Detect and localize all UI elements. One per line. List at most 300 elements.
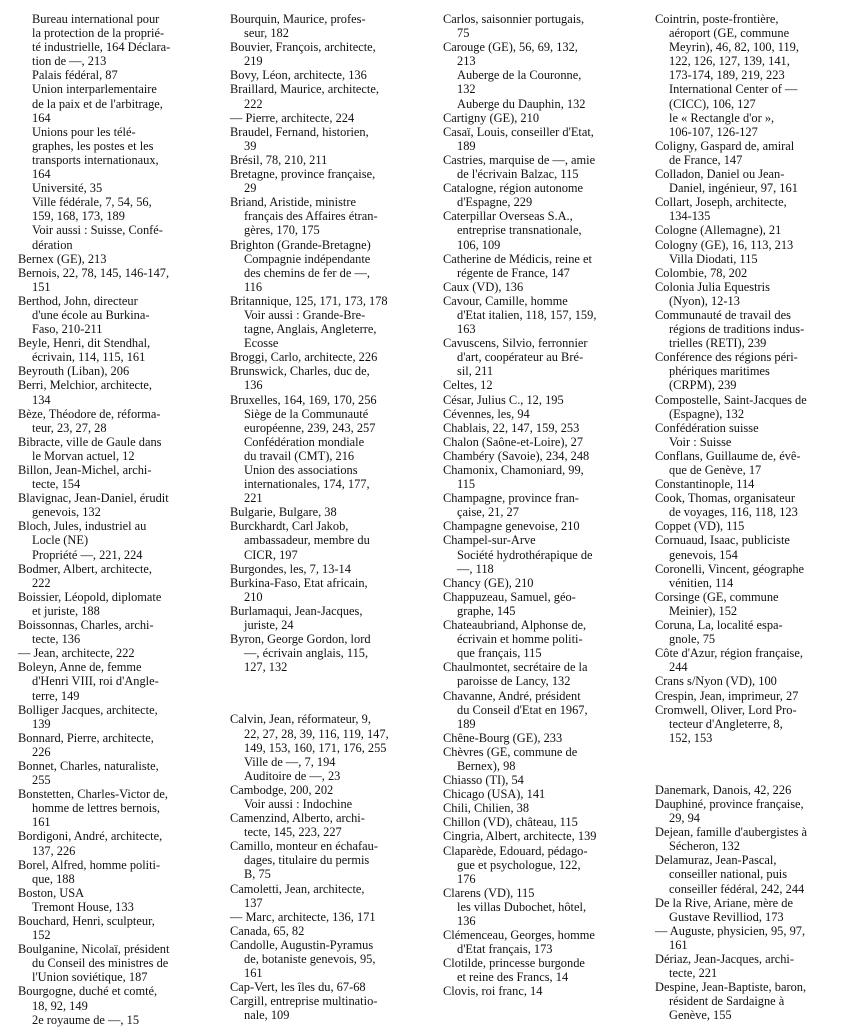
index-entry: [18, 787, 230, 829]
index-entry: [230, 632, 443, 674]
index-entry-line: Voir aussi : Grande-Bre-: [244, 307, 366, 322]
index-entry-line: seur, 182: [244, 26, 289, 41]
index-entry: [655, 491, 860, 519]
index-entry-line: résident de Sardaigne à: [669, 994, 785, 1009]
index-entry-line: 226: [32, 744, 51, 759]
index-entry-line: les villas Dubochet, hôtel,: [457, 899, 587, 914]
index-entry-line: (Espagne), 132: [669, 406, 745, 421]
index-entry-line: César, Julius C., 12, 195: [443, 392, 564, 407]
index-entry: [655, 223, 860, 237]
index-entry: [230, 463, 443, 505]
index-entry-line: Bouchard, Henri, sculpteur,: [18, 914, 155, 928]
index-entry-line: 176: [457, 871, 476, 886]
index-entry-line: Coligny, Gaspard de, amiral: [655, 138, 795, 153]
index-entry-line: juriste, 24: [244, 618, 294, 633]
index-entry: [443, 590, 655, 618]
index-entry-line: Bonstetten, Charles-Victor de,: [18, 787, 168, 802]
index-entry-line: 134: [32, 392, 51, 407]
index-entry-line: Champagne, province fran-: [443, 491, 579, 506]
index-entry: [230, 195, 443, 237]
index-entry: [18, 759, 230, 787]
index-entry-line: Chancy (GE), 210: [443, 575, 534, 590]
index-entry: [655, 421, 860, 435]
index-entry-line: Carlos, saisonnier portugais,: [443, 12, 585, 26]
index-entry: [443, 928, 655, 956]
index-entry: [443, 618, 655, 660]
index-entry-line: 151: [32, 279, 51, 294]
index-entry-line: gue et psychologue, 122,: [457, 857, 581, 872]
index-entry: [18, 463, 230, 491]
index-entry-line: Locle (NE): [32, 533, 89, 548]
index-entry: [443, 956, 655, 984]
index-entry-line: Champel-sur-Arve: [443, 533, 536, 548]
index-entry-line: que, 188: [32, 871, 75, 886]
index-entry-line: Braudel, Fernand, historien,: [230, 124, 369, 139]
index-entry: [18, 294, 230, 336]
index-entry: [443, 68, 655, 96]
index-entry-line: Voir aussi : Suisse, Confé-: [32, 223, 163, 238]
index-entry-line: Propriété —, 221, 224: [32, 547, 143, 562]
index-entry-line: 75: [457, 26, 470, 41]
index-entry-line: Chaulmontet, secrétaire de la: [443, 660, 588, 675]
index-entry-line: conseiller fédéral, 242, 244: [669, 881, 805, 896]
index-entry: [655, 393, 860, 421]
index-entry-line: 221: [244, 491, 263, 506]
index-entry: [230, 407, 443, 435]
index-entry-line: 219: [244, 54, 263, 69]
index-entry-line: teur, 23, 27, 28: [32, 420, 107, 435]
index-entry: [443, 336, 655, 378]
index-entry: [655, 783, 860, 797]
index-entry: [443, 12, 655, 40]
index-entry: [230, 252, 443, 294]
index-entry-line: Chèvres (GE, commune de: [443, 744, 578, 759]
index-entry: [230, 712, 443, 754]
index-entry-line: conseiller national, puis: [669, 867, 788, 882]
index-entry-line: Unions pour les télé-: [32, 124, 136, 139]
index-entry-line: —, écrivain anglais, 115,: [244, 646, 369, 661]
index-entry: [655, 280, 860, 308]
index-entry-line: Cambodge, 200, 202: [230, 782, 334, 797]
index-entry-line: internationales, 174, 177,: [244, 477, 370, 492]
index-entry-line: Coronelli, Vincent, géographe: [655, 561, 805, 576]
index-entry: [18, 491, 230, 519]
index-entry-line: 116: [244, 279, 263, 294]
index-entry-line: Chavanne, André, président: [443, 688, 581, 703]
index-entry: [230, 755, 443, 769]
index-entry-line: que français, 115: [457, 646, 542, 661]
index-entry-line: Genève, 155: [669, 1008, 732, 1023]
index-entry-line: d'Etat italien, 118, 157, 159,: [457, 307, 597, 322]
index-entry-line: Cook, Thomas, organisateur: [655, 491, 795, 506]
index-entry-line: Beyrouth (Liban), 206: [18, 364, 130, 379]
index-entry-line: Auberge de la Couronne,: [457, 68, 582, 83]
index-entry-line: 189: [457, 716, 476, 731]
index-entry-line: 222: [244, 96, 263, 111]
index-entry-line: écrivain, 114, 115, 161: [32, 350, 146, 365]
index-entry-line: 149, 153, 160, 171, 176, 255: [244, 740, 387, 755]
index-entry-line: terre, 149: [32, 688, 80, 703]
index-entry-line: Claparède, Edouard, pédago-: [443, 843, 588, 858]
index-entry-line: (CICC), 106, 127: [669, 96, 756, 111]
index-entry: [443, 801, 655, 815]
index-entry-line: Chili, Chilien, 38: [443, 801, 530, 816]
index-entry: [230, 604, 443, 632]
index-entry: [443, 111, 655, 125]
index-entry-line: — Marc, architecte, 136, 171: [230, 909, 376, 924]
index-entry-line: d'art, coopérateur au Bré-: [457, 350, 584, 365]
index-entry-line: 161: [32, 815, 51, 830]
index-entry-line: 173-174, 189, 219, 223: [669, 68, 785, 83]
index-entry-line: d'Etat français, 173: [457, 942, 553, 957]
index-entry: [18, 914, 230, 942]
index-entry-line: Clovis, roi franc, 14: [443, 984, 543, 999]
index-entry-line: Cévennes, les, 94: [443, 406, 530, 421]
index-entry: [18, 519, 230, 547]
index-entry-line: gères, 170, 175: [244, 223, 320, 238]
index-entry: [18, 590, 230, 618]
index-entry-line: Colladon, Daniel ou Jean-: [655, 167, 785, 182]
index-entry-line: De la Rive, Ariane, mère de: [655, 895, 793, 910]
index-entry-line: 210: [244, 589, 263, 604]
index-entry: [655, 12, 860, 82]
index-entry: [18, 562, 230, 590]
index-entry-line: Cologne (Allemagne), 21: [655, 223, 782, 238]
index-entry-line: tecteur d'Angleterre, 8,: [669, 716, 783, 731]
index-entry: [443, 660, 655, 688]
index-entry-line: Boissonnas, Charles, archi-: [18, 618, 154, 633]
index-entry-line: 152, 153: [669, 730, 713, 745]
index-entry: [443, 97, 655, 111]
index-entry-line: graphes, les postes et les: [32, 138, 154, 153]
index-entry: [230, 783, 443, 797]
index-entry: [230, 435, 443, 463]
index-entry: [655, 195, 860, 223]
index-entry: [443, 773, 655, 787]
index-entry: [230, 68, 443, 82]
index-entry: [18, 12, 230, 68]
index-entry-line: Camoletti, Jean, architecte,: [230, 881, 365, 896]
index-entry-line: Compostelle, Saint-Jacques de: [655, 392, 807, 407]
index-entry: [655, 689, 860, 703]
index-entry-line: paroisse de Lancy, 132: [457, 674, 571, 689]
index-entry-line: Bretagne, province française,: [230, 167, 376, 182]
index-entry-line: de la paix et de l'arbitrage,: [32, 96, 163, 111]
index-entry: [655, 674, 860, 688]
index-entry: [230, 519, 443, 561]
index-entry: [655, 266, 860, 280]
index-entry-line: 2e royaume de —, 15: [32, 1012, 140, 1027]
index-entry-line: du travail (CMT), 216: [244, 448, 355, 463]
index-entry: [230, 294, 443, 308]
index-entry-line: Cornuaud, Isaac, publiciste: [655, 533, 790, 548]
index-entry-line: Cap-Vert, les îles du, 67-68: [230, 980, 366, 995]
index-entry-line: 122, 126, 127, 139, 141,: [669, 54, 790, 69]
index-entry-line: Corsinge (GE, commune: [655, 589, 779, 604]
index-entry: [230, 980, 443, 994]
index-entry: [443, 844, 655, 886]
index-entry-line: Berri, Melchior, architecte,: [18, 378, 153, 393]
index-entry-line: régente de France, 147: [457, 265, 570, 280]
index-entry: [230, 153, 443, 167]
index-entry-line: Daniel, ingénieur, 97, 161: [669, 181, 798, 196]
index-entry-line: Chicago (USA), 141: [443, 787, 546, 802]
index-entry-line: Despine, Jean-Baptiste, baron,: [655, 980, 807, 995]
index-entry-line: Delamuraz, Jean-Pascal,: [655, 853, 777, 868]
index-entry-line: Confédération mondiale: [244, 434, 365, 449]
index-entry-line: Confédération suisse: [655, 420, 759, 435]
index-entry: [655, 477, 860, 491]
index-entry: [18, 703, 230, 731]
index-entry: [443, 294, 655, 336]
index-entry-line: 106, 109: [457, 237, 501, 252]
index-entry-line: Burgondes, les, 7, 13-14: [230, 561, 351, 576]
index-entry-line: tecte, 154: [32, 477, 81, 492]
index-entry-line: Conférence des régions péri-: [655, 350, 798, 365]
index-entry: [230, 12, 443, 40]
index-entry-line: Villa Diodati, 115: [669, 251, 758, 266]
index-entry-line: 222: [32, 575, 51, 590]
index-entry-line: Chalon (Saône-et-Loire), 27: [443, 434, 584, 449]
index-entry-line: Université, 35: [32, 181, 103, 196]
index-entry: [443, 393, 655, 407]
index-entry: [443, 463, 655, 491]
index-entry-line: 136: [457, 914, 476, 928]
index-entry-line: et reine des Francs, 14: [457, 970, 569, 985]
index-entry-line: Chambéry (Savoie), 234, 248: [443, 448, 590, 463]
index-entry: [655, 308, 860, 350]
index-entry-line: français des Affaires étran-: [244, 209, 378, 224]
letter-section-gap: [655, 745, 860, 783]
index-entry-line: (Nyon), 12-13: [669, 293, 740, 308]
index-entry: [18, 266, 230, 294]
index-entry-line: phériques maritimes: [669, 364, 770, 379]
index-entry-line: aéroport (GE, commune: [669, 26, 790, 41]
index-entry-line: — Pierre, architecte, 224: [230, 110, 355, 125]
index-entry: [443, 745, 655, 773]
index-entry-line: Chablais, 22, 147, 159, 253: [443, 420, 580, 435]
index-entry-line: Cointrin, poste-frontière,: [655, 12, 779, 26]
index-entry-line: ambassadeur, membre du: [244, 533, 370, 548]
index-entry-line: Chateaubriand, Alphonse de,: [443, 618, 587, 633]
index-entry-line: Billon, Jean-Michel, archi-: [18, 463, 152, 477]
index-entry-line: d'Espagne, 229: [457, 195, 533, 210]
index-entry: [655, 853, 860, 895]
index-entry: [655, 952, 860, 980]
index-entry-line: Ville de —, 7, 194: [244, 754, 336, 769]
index-entry-line: européenne, 239, 243, 257: [244, 420, 376, 435]
index-entry-line: tagne, Anglais, Angleterre,: [244, 322, 377, 337]
index-entry: [443, 449, 655, 463]
index-entry: [443, 209, 655, 251]
index-entry-line: Chêne-Bourg (GE), 233: [443, 730, 563, 745]
index-entry-line: régions de traditions indus-: [669, 322, 805, 337]
index-entry: [230, 350, 443, 364]
index-entry-line: Bolliger Jacques, architecte,: [18, 702, 158, 717]
index-entry-line: Blavignac, Jean-Daniel, érudit: [18, 491, 169, 506]
index-entry-line: International Center of —: [669, 82, 798, 97]
index-entry-line: Celtes, 12: [443, 378, 493, 393]
index-entry-line: Camenzind, Alberto, archi-: [230, 811, 365, 826]
index-entry: [18, 618, 230, 646]
index-entry: [230, 769, 443, 783]
index-entry: [18, 378, 230, 406]
index-entry-line: 164: [32, 110, 51, 125]
index-entry: [443, 153, 655, 181]
index-entry-line: d'Henri VIII, roi d'Angle-: [32, 674, 159, 689]
index-entry-line: 139: [32, 716, 51, 731]
letter-section-gap: [230, 674, 443, 712]
index-entry-line: Bruxelles, 164, 169, 170, 256: [230, 392, 377, 407]
index-entry-line: Ville fédérale, 7, 54, 56,: [32, 195, 152, 210]
index-entry-line: Berthod, John, directeur: [18, 293, 138, 308]
index-entry-line: Boston, USA: [18, 885, 85, 900]
index-entry-line: Candolle, Augustin-Pyramus: [230, 937, 374, 952]
index-entry-line: Bibracte, ville de Gaule dans: [18, 434, 162, 449]
index-entry-line: 39: [244, 138, 257, 153]
index-entry: [655, 703, 860, 745]
index-entry-line: B, 75: [244, 867, 271, 882]
index-entry-line: dages, titulaire du permis: [244, 853, 370, 868]
index-entry-line: Bouvier, François, architecte,: [230, 40, 376, 55]
index-entry-line: Bonnet, Charles, naturaliste,: [18, 758, 159, 773]
index-entry-line: Crans s/Nyon (VD), 100: [655, 674, 777, 689]
index-entry: [443, 252, 655, 280]
index-entry: [230, 238, 443, 252]
index-entry-line: nale, 109: [244, 1008, 290, 1023]
index-entry-line: Chamonix, Chamoniard, 99,: [443, 463, 584, 477]
index-entry-line: Bèze, Théodore de, réforma-: [18, 406, 161, 421]
index-entry-line: de France, 147: [669, 152, 743, 167]
index-entry-line: Société hydrothérapique de: [457, 547, 593, 562]
index-entry-line: le « Rectangle d'or »,: [669, 110, 775, 125]
index-entry: [230, 839, 443, 881]
index-entry-line: çaise, 21, 27: [457, 505, 519, 520]
index-entry: [18, 82, 230, 124]
index-entry-line: 244: [669, 660, 688, 675]
index-entry-line: Carouge (GE), 56, 69, 132,: [443, 40, 578, 55]
index-entry-line: Britannique, 125, 171, 173, 178: [230, 293, 388, 308]
index-entry: [443, 815, 655, 829]
index-entry: [230, 797, 443, 811]
index-entry-line: (CRPM), 239: [669, 378, 737, 393]
index-entry: [18, 336, 230, 364]
index-entry: [18, 646, 230, 660]
index-entry-line: entreprise transnationale,: [457, 223, 582, 238]
index-entry: [443, 689, 655, 731]
index-entry-line: Colombie, 78, 202: [655, 265, 748, 280]
index-entry: [655, 139, 860, 167]
index-entry-line: Colonia Julia Equestris: [655, 279, 770, 294]
index-entry: [655, 238, 860, 252]
index-entry-line: Chiasso (TI), 54: [443, 773, 524, 788]
index-entry-line: Bulgarie, Bulgare, 38: [230, 505, 337, 520]
index-entry-line: Borel, Alfred, homme politi-: [18, 857, 161, 872]
index-entry: [230, 82, 443, 110]
index-entry: [230, 40, 443, 68]
index-entry-line: Byron, George Gordon, lord: [230, 632, 371, 647]
index-entry: [230, 576, 443, 604]
index-entry-line: 255: [32, 773, 51, 788]
index-entry-line: 152: [32, 928, 51, 943]
index-entry-line: Braillard, Maurice, architecte,: [230, 82, 379, 97]
index-entry-line: genevois, 154: [669, 547, 738, 562]
index-entry-line: la protection de la proprié-: [32, 26, 165, 41]
index-entry-line: — Auguste, physicien, 95, 97,: [655, 923, 806, 938]
index-entry: [230, 505, 443, 519]
index-entry-line: 132: [457, 82, 476, 97]
index-entry-line: 137: [244, 895, 263, 910]
index-entry-line: Siège de la Communauté: [244, 406, 369, 421]
index-entry: [230, 308, 443, 350]
index-entry: [655, 825, 860, 853]
index-entry: [18, 942, 230, 984]
index-entry-line: Clarens (VD), 115: [443, 885, 535, 900]
index-entry-line: Cavour, Camille, homme: [443, 293, 568, 308]
index-entry-line: Cromwell, Oliver, Lord Pro-: [655, 702, 797, 717]
index-entry-line: Bureau international pour: [32, 12, 160, 26]
index-entry: [655, 980, 860, 1022]
index-entry-line: de l'écrivain Balzac, 115: [457, 167, 579, 182]
index-entry-line: 29: [244, 181, 257, 196]
index-entry-line: Bourgogne, duché et comté,: [18, 984, 158, 999]
index-entry-line: gnole, 75: [669, 632, 716, 647]
index-entry-line: Clémenceau, Georges, homme: [443, 928, 595, 943]
index-entry: [18, 407, 230, 435]
index-entry: [230, 167, 443, 195]
index-entry-line: —, 118: [457, 561, 494, 576]
index-entry: [18, 731, 230, 759]
index-entry-line: Ecosse: [244, 336, 279, 351]
index-entry-line: Burckhardt, Carl Jakob,: [230, 519, 349, 534]
index-entry: [443, 548, 655, 576]
index-entry-line: Caux (VD), 136: [443, 279, 524, 294]
index-entry: [655, 618, 860, 646]
index-entry: [18, 900, 230, 914]
index-entry: [443, 491, 655, 519]
index-entry: [655, 896, 860, 924]
index-entry: [443, 533, 655, 547]
index-entry: [443, 576, 655, 590]
index-entry: [18, 886, 230, 900]
index-entry-line: Dériaz, Jean-Jacques, archi-: [655, 952, 794, 966]
index-entry-line: 22, 27, 28, 39, 116, 119, 147,: [244, 726, 389, 741]
index-entry-line: Dauphiné, province française,: [655, 796, 804, 811]
index-entry-line: Clotilde, princesse burgonde: [443, 956, 585, 971]
index-entry-line: Cologny (GE), 16, 113, 213: [655, 237, 794, 252]
index-entry-line: Catalogne, région autonome: [443, 181, 584, 196]
index-entry-line: Beyle, Henri, dit Stendhal,: [18, 336, 151, 351]
index-entry-line: 163: [457, 322, 476, 337]
index-entry-line: Brésil, 78, 210, 211: [230, 152, 328, 167]
index-entry: [443, 378, 655, 392]
index-entry-line: Boleyn, Anne de, femme: [18, 660, 142, 675]
index-column-2: [230, 12, 443, 1024]
index-entry-line: graphe, 145: [457, 603, 516, 618]
index-entry-line: que de Genève, 17: [669, 463, 762, 477]
index-column-3: [443, 12, 655, 1024]
index-entry: [18, 1013, 230, 1027]
index-entry: [655, 82, 860, 110]
index-entry: [18, 984, 230, 1012]
index-entry: [230, 111, 443, 125]
index-entry-line: de, botaniste genevois, 95,: [244, 952, 376, 966]
index-entry-line: Tremont House, 133: [32, 899, 134, 914]
index-entry-line: té industrielle, 164 Déclara-: [32, 40, 171, 55]
index-entry-line: 115: [457, 477, 476, 492]
index-entry: [655, 449, 860, 477]
index-column-1: [18, 12, 230, 1027]
